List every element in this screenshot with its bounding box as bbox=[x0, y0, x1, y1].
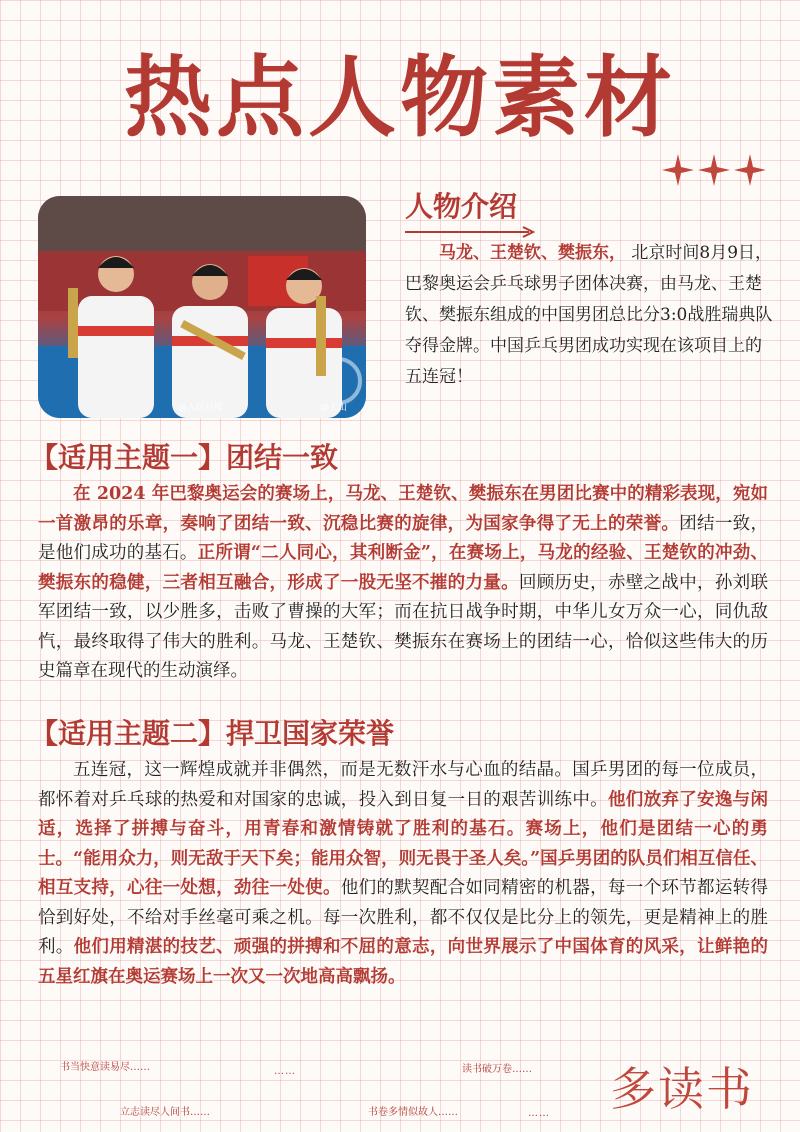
footer-dots-2: …… bbox=[528, 1108, 550, 1119]
intro-text bbox=[405, 238, 775, 393]
theme2-sentence-1: 五连冠，这一辉煌成就并非偶然，而是无数汗水与心血的结晶。国乒男团的每一位成员，都怀着对乒乓球的热爱和对国家的忠诚，投入到日复一日的艰苦训练中。 bbox=[38, 760, 768, 810]
intro-names: 马龙、王楚钦、樊振东， bbox=[439, 243, 626, 263]
theme2-sentence-3: 他们的默契配合如同精密的机器，每一个环节都运转得恰到好处，不给对手丝毫可乘之机。每一次胜利，都不仅仅是比分上的领先，更是精神上的胜利。 bbox=[38, 878, 768, 957]
intro-body: 北京时间8月9日，巴黎奥运会乒乓球男子团体决赛，由马龙、王楚钦、樊振东组成的中国男团总比分3:0战胜瑞典队夺得金牌。中国乒乓男团成功实现在该项目上的五连冠！ bbox=[405, 243, 773, 387]
intro-heading: 人物介绍 bbox=[405, 190, 518, 223]
sparkle-stars-icon bbox=[660, 150, 770, 190]
photo-watermark-left: @人民日报 bbox=[178, 403, 224, 413]
theme1-heading: 【适用主题一】团结一致 bbox=[30, 441, 339, 474]
theme2-paragraph bbox=[38, 756, 768, 992]
page-title: 热点人物素材 bbox=[123, 45, 676, 149]
theme2-heading: 【适用主题二】捍卫国家荣誉 bbox=[30, 717, 395, 750]
photo-watermark-right: @天山 bbox=[320, 403, 348, 413]
footer-quote-1: 书当快意读易尽…… bbox=[60, 1062, 150, 1073]
theme1-paragraph bbox=[38, 480, 768, 687]
theme2-sentence-2: 他们放弃了安逸与闲适，选择了拼搏与奋斗，用青春和激情铸就了胜利的基石。赛场上，他们是团结一心的勇士。“能用众力，则无敌于天下矣；能用众智，则无畏于圣人矣。”国乒男团的队员们相互信任、相互支持，心往一处想，劲往一处使。 bbox=[38, 789, 768, 898]
theme1-sentence-2: 团结一致，是他们成功的基石。 bbox=[38, 513, 768, 563]
footer-quote-3: 立志读尽人间书…… bbox=[120, 1107, 210, 1118]
theme2-sentence-4: 他们用精湛的技艺、顽强的拼搏和不屈的意志，向世界展示了中国体育的风采，让鲜艳的五星红旗在奥运赛场上一次又一次地高高飘扬。 bbox=[38, 937, 768, 987]
theme1-sentence-3: 正所谓“二人同心，其利断金”，在赛场上，马龙的经验、王楚钦的冲劲、樊振东的稳健，三者相互融合，形成了一股无坚不摧的力量。 bbox=[38, 543, 768, 593]
footer-dots-1: …… bbox=[274, 1066, 296, 1077]
intro-underline-arrow-icon bbox=[405, 226, 535, 238]
footer-quote-2: 读书破万卷…… bbox=[462, 1064, 532, 1075]
theme1-sentence-1: 在 2024 年巴黎奥运会的赛场上，马龙、王楚钦、樊振东在男团比赛中的精彩表现，宛如一首激昂的乐章，奏响了团结一致、沉稳比赛的旋律，为国家争得了无上的荣誉。 bbox=[38, 484, 768, 534]
theme1-sentence-4: 回顾历史，赤壁之战中，孙刘联军团结一致，以少胜多，击败了曹操的大军；而在抗日战争时期，中华儿女万众一心，同仇敌忾，最终取得了伟大的胜利。马龙、王楚钦、樊振东在赛场上的团结一心，恰似这些伟大的历史篇章在现代的生动演绎。 bbox=[38, 572, 768, 681]
read-more-calligraphy: 多读书 bbox=[610, 1062, 754, 1116]
footer-quote-4: 书卷多情似故人…… bbox=[368, 1107, 458, 1118]
athletes-photo bbox=[38, 196, 366, 418]
